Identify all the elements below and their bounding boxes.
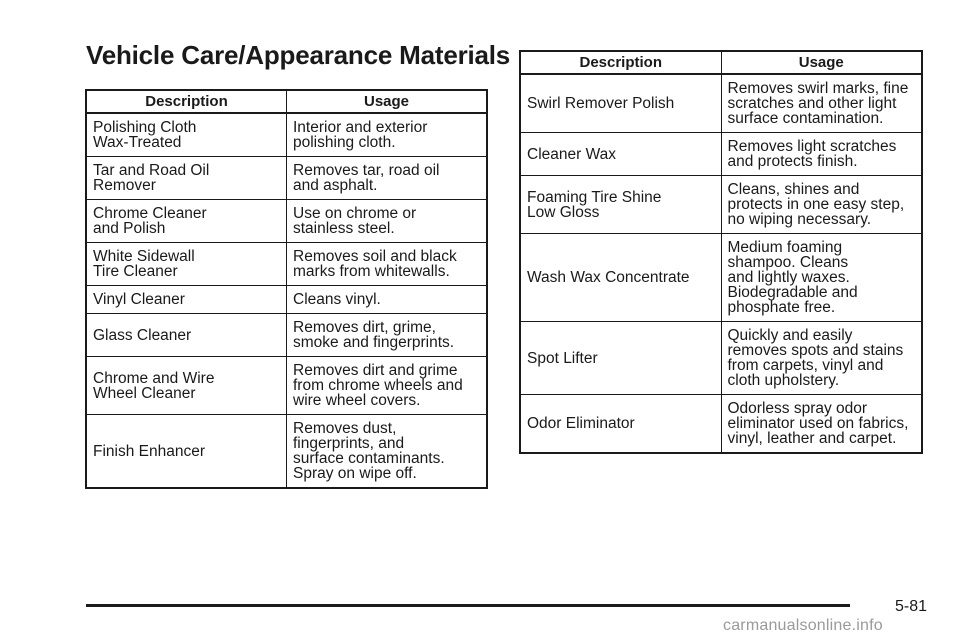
table-row [86,286,487,314]
table-row [86,243,487,286]
usage-cell: Removes soil and black marks from whitewalls. [287,243,488,286]
description-cell: Chrome and Wire Wheel Cleaner [86,357,287,415]
usage-cell: Use on chrome or stainless steel. [287,200,488,243]
table-row [520,133,922,176]
description-cell: Vinyl Cleaner [86,286,287,314]
table-row [86,200,487,243]
usage-cell: Removes swirl marks, fine scratches and other light surface contamination. [721,74,922,133]
column-header-description: Description [520,51,721,74]
table-header-row [86,90,487,113]
page-title: Vehicle Care/Appearance Materials [86,40,511,70]
description-cell: Glass Cleaner [86,314,287,357]
description-cell: White Sidewall Tire Cleaner [86,243,287,286]
usage-cell: Quickly and easily removes spots and stains from carpets, vinyl and cloth upholstery. [721,322,922,395]
usage-cell: Removes tar, road oil and asphalt. [287,157,488,200]
usage-cell: Medium foaming shampoo. Cleans and lightly waxes. Biodegradable and phosphate free. [721,234,922,322]
table-row [86,113,487,157]
page-number: 5-81 [895,598,928,615]
watermark: carmanualsonline.info [723,617,883,634]
table-row [86,314,487,357]
usage-cell: Odorless spray odor eliminator used on fabrics, vinyl, leather and carpet. [721,395,922,454]
description-cell: Spot Lifter [520,322,721,395]
description-cell: Swirl Remover Polish [520,74,721,133]
table-row [520,176,922,234]
description-cell: Odor Eliminator [520,395,721,454]
table-row [520,74,922,133]
description-cell: Wash Wax Concentrate [520,234,721,322]
footer-rule [86,604,850,607]
usage-cell: Removes dirt, grime, smoke and fingerprints. [287,314,488,357]
description-cell: Finish Enhancer [86,415,287,489]
description-cell: Chrome Cleaner and Polish [86,200,287,243]
table-row [520,395,922,454]
care-materials-table-left [85,89,488,489]
usage-cell: Interior and exterior polishing cloth. [287,113,488,157]
description-cell: Tar and Road Oil Remover [86,157,287,200]
table-row [520,322,922,395]
description-cell: Polishing Cloth Wax-Treated [86,113,287,157]
column-header-usage: Usage [721,51,922,74]
description-cell: Cleaner Wax [520,133,721,176]
usage-cell: Removes dirt and grime from chrome wheels and wire wheel covers. [287,357,488,415]
care-materials-table-right [519,50,923,454]
usage-cell: Removes dust, fingerprints, and surface contaminants. Spray on wipe off. [287,415,488,489]
column-header-usage: Usage [287,90,488,113]
table-header-row [520,51,922,74]
usage-cell: Removes light scratches and protects finish. [721,133,922,176]
table-row [520,234,922,322]
usage-cell: Cleans, shines and protects in one easy step, no wiping necessary. [721,176,922,234]
table-row [86,157,487,200]
description-cell: Foaming Tire Shine Low Gloss [520,176,721,234]
column-header-description: Description [86,90,287,113]
table-row [86,415,487,489]
table-row [86,357,487,415]
usage-cell: Cleans vinyl. [287,286,488,314]
